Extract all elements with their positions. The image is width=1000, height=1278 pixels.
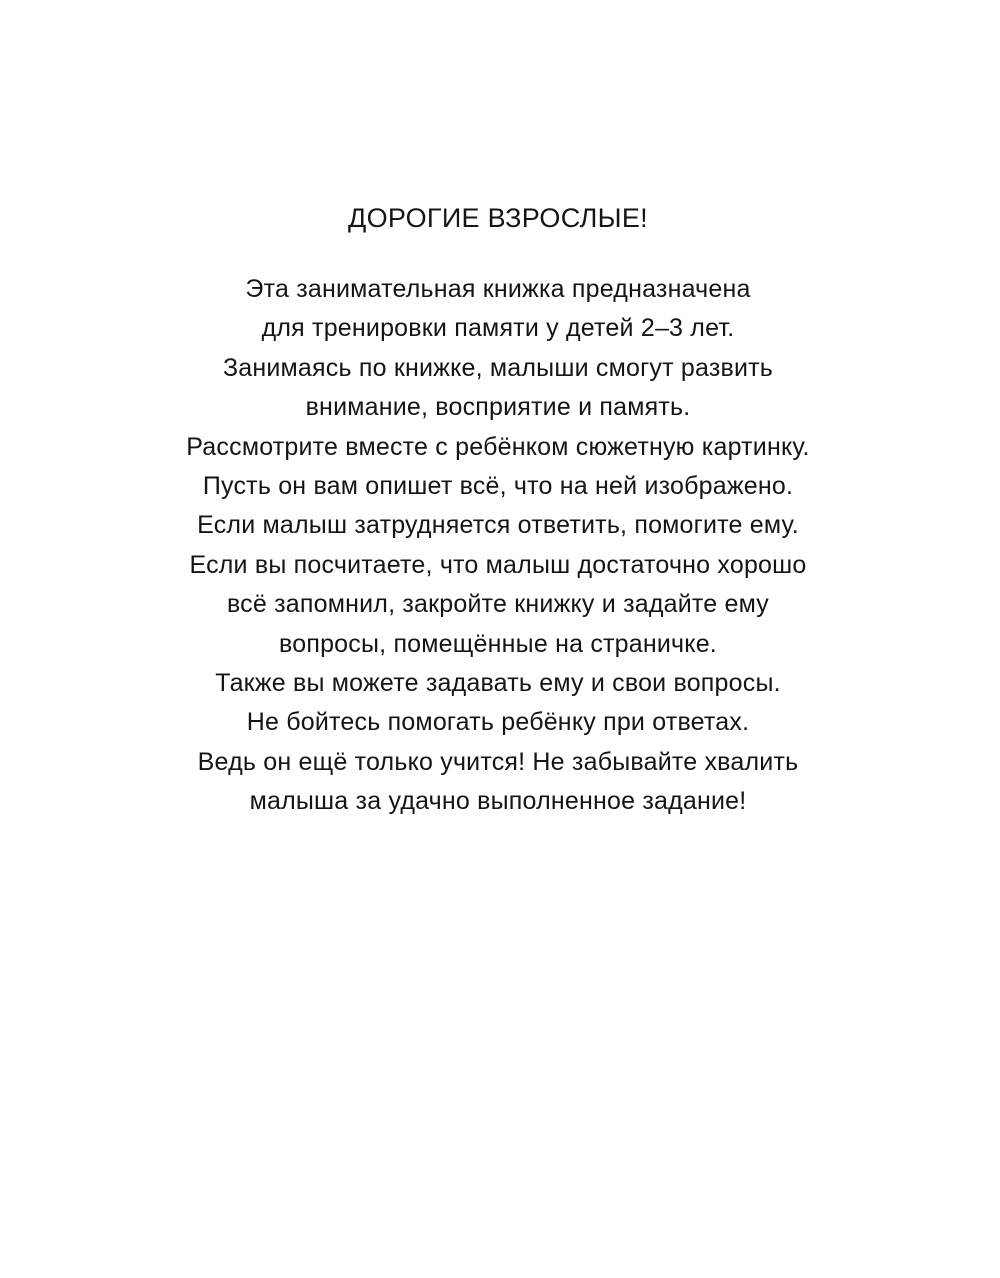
page-title: ДОРОГИЕ ВЗРОСЛЫЕ! (348, 203, 648, 233)
text-line: Эта занимательная книжка предназначена (245, 275, 751, 303)
text-line: Занимаясь по книжке, малыши смогут развить (222, 353, 774, 382)
text-line: Если малыш затрудняется ответить, помогите ему. (197, 511, 799, 540)
text-line: малыша за удачно выполненное задание! (249, 787, 747, 816)
text-line: Рассмотрите вместе с ребёнком сюжетную картинку. (186, 432, 810, 461)
text-line: вопросы, помещённые на страничке. (279, 629, 717, 658)
text-line: внимание, восприятие и память. (305, 393, 691, 422)
text-line: Пусть он вам опишет всё, что на ней изображено. (202, 472, 794, 501)
body-text (0, 270, 996, 822)
text-line: для тренировки памяти у детей 2–3 лет. (261, 314, 735, 343)
text-line: Не бойтесь помогать ребёнку при ответах. (246, 708, 750, 737)
text-line: Также вы можете задавать ему и свои вопросы. (215, 669, 781, 698)
text-line: Ведь он ещё только учится! Не забывайте хвалить (197, 747, 799, 776)
text-line: Если вы посчитаете, что малыш достаточно хорошо (189, 550, 807, 579)
text-line: всё запомнил, закройте книжку и задайте ему (226, 590, 769, 619)
